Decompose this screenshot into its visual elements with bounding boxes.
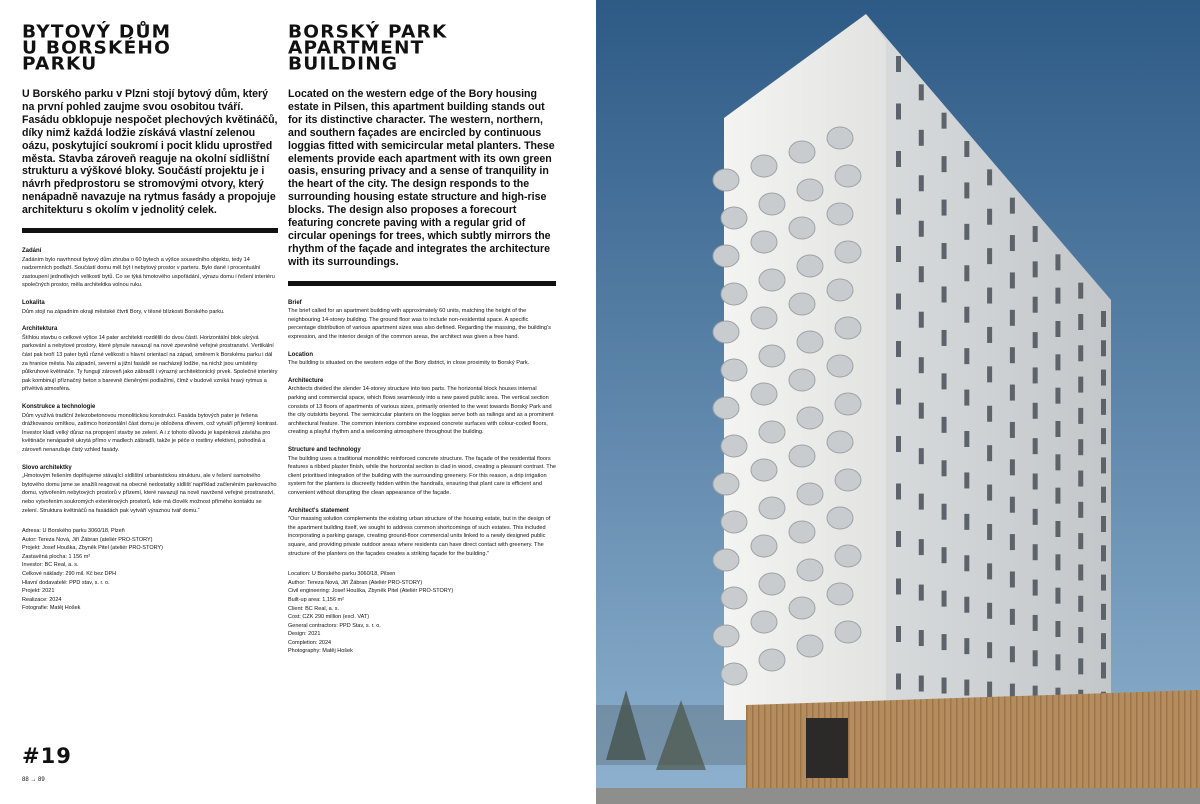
window (1010, 571, 1015, 587)
english-title (288, 24, 556, 79)
section-heading: Lokalita (22, 300, 45, 307)
window (1078, 502, 1083, 518)
window (964, 265, 969, 281)
section-text: Štíhlou stavbu o celkové výšce 14 pater architekti rozdělili do dvou částí. Horizontální blok ukrývá parkování a nebytové prostory, které plynule navazují na nové zpevněné veřejné prostranství. Vertikální část pak tvoří 13 pater bytů různé velikosti s hlavní orientací na západ, směrem k Borskému parku i dál za hranice města. Na západní, severní a jižní fasádě se nacházejí lodžie, na nichž jsou umístěny půlkruhové květináče. Ty fungují zároveň jako zábradlí i výrazný architektonický prvek. Společné interiéry pak kombinují příznačný beton s barevně členěnými podlažími, čímž v budově vzniká hravý rytmus a přívětivá atmosféra. (22, 334, 278, 393)
planter (797, 255, 823, 277)
english-title-line: APARTMENT (288, 38, 425, 59)
window (1010, 609, 1015, 625)
window (1055, 321, 1060, 337)
planter (751, 459, 777, 481)
planter (827, 431, 853, 453)
project-number: #19 (22, 744, 72, 768)
window (1033, 367, 1038, 383)
entrance-door (806, 718, 848, 778)
planter (797, 559, 823, 581)
section-text: Architects divided the slender 14-storey structure into two parts. The horizontal block houses internal parking and commercial space, which flows seamlessly into a new paved public area. The vertical section consists of 13 floors of apartments of various sizes, primarily oriented to the west towards Borský Park and the city outskirts beyond. The semicircular planters on the loggias serve both as railings and as a prominent architectural feature. The common interiors combine exposed concrete surfaces with colour-coded floors, creating a playful rhythm and a welcoming atmosphere throughout the building. (288, 386, 554, 436)
window (1010, 422, 1015, 438)
info-line: Projekt: Josef Houška, Zbyněk Pitel (ateliér PRO-STORY) (22, 545, 164, 552)
page-folio: 88 → 89 (22, 777, 45, 783)
window (1078, 596, 1083, 612)
window (896, 436, 901, 452)
czech-lead: U Borského parku v Plzni stojí bytový dům, který na první pohled zaujme svou osobitou tváří. Fasádu obklopuje nespočet plechových květináčů, díky nimž každá lodžie získává vlastní zelenou oázu, poskytující soukromí i pocit klidu uprostřed města. Stavba zároveň reaguje na okolní sídlištní strukturu a výškové bloky. Součástí projektu je i návrh předprostoru se stromovými otvory, který nenápadně navazuje na rytmus fasády a propojuje architekturu s okolím v jednolitý celek. (22, 88, 278, 217)
window (1055, 288, 1060, 304)
section-text: The building uses a traditional monolithic reinforced concrete structure. The façade of the residential floors features a ribbed plaster finish, while the horizontal section is clad in wood, creating a pleasant contrast. The client prioritised integration of the building with the surrounding greenery. For this reason, a drip irrigation system for the planters is discreetly hidden within the handrails, ensuring that plant care is efficient and convenient without disrupting the clean appearance of the façade. (288, 455, 556, 496)
info-line: Built-up area: 1,156 m² (288, 596, 344, 603)
planter (721, 207, 747, 229)
window (1033, 650, 1038, 666)
window (987, 406, 992, 422)
planter (835, 393, 861, 415)
window (964, 431, 969, 447)
window (919, 494, 924, 510)
czech-column (22, 24, 278, 613)
section-text: „Hmotovým řešením doplňujeme stávající sídlištní urbanistickou strukturu, ale v řešení samotného bytového domu jsme se snažili reagovat na obecné nedostatky sídlišť například začleněním parkovacího domu, vytvořením nebytových prostorů v přízemí, které navazují na nově navržené veřejné prostranství, nebo vytvořením soukromých exteriérových prostorů, kde má člověk možnost přímého kontaktu se zelení. Struktura květináčů na fasádách pak vytváří výraznou tvář domu.“ (22, 473, 277, 514)
window (1010, 497, 1015, 513)
planter (751, 535, 777, 557)
planter (789, 369, 815, 391)
window (964, 182, 969, 198)
window (896, 389, 901, 405)
info-line: Celkové náklady: 290 mil. Kč bez DPH (22, 571, 117, 578)
section-text: Dům využívá tradiční železobetonovou monolitickou konstrukci. Fasáda bytových pater je řešena drážkovanou omítkou, zatímco horizontální část domu je obložena dřevem, což vytváří příjemný kontrast. Investor kladl velký důraz na propojení stavby se zelení. A i z tohoto důvodu je kapénková závlaha pro květináče nenápadně ukrytá přímo v madlech zábradlí, takže je péče o rostliny efektivní, pohodlná a zároveň nenarušuje čistý vzhled fasády. (22, 412, 278, 453)
planter (789, 597, 815, 619)
window (942, 156, 947, 172)
window (1055, 354, 1060, 370)
section-heading: Structure and technology (288, 447, 361, 453)
planter (713, 321, 739, 343)
window (987, 288, 992, 304)
window (964, 472, 969, 488)
window (1101, 340, 1106, 356)
window (964, 555, 969, 571)
planter (759, 573, 785, 595)
window (1033, 615, 1038, 631)
window (987, 248, 992, 264)
window (1078, 283, 1083, 299)
section-heading: Architektura (22, 326, 58, 333)
english-lead: Located on the western edge of the Bory housing estate in Pilsen, this apartment building stands out for its distinctive character. The western, northern, and southern façades are encircled by continuous loggias fitted with semicircular metal planters. These elements provide each apartment with its own green oasis, ensuring privacy and a sense of tranquility in the heart of the city. The design responds to the surrounding housing estate structure and high-rise blocks. The design also proposes a forecourt featuring concrete paving with a regular grid of circular openings for trees, which subtly mirrors the rhythm of the façade and integrates the architecture with its surroundings. (288, 88, 555, 268)
window (942, 417, 947, 433)
window (942, 591, 947, 607)
window (1033, 580, 1038, 596)
window (896, 294, 901, 310)
english-section-architecture (288, 377, 556, 437)
window (1101, 516, 1106, 532)
window (964, 390, 969, 406)
apartment-building-illustration (596, 0, 1200, 804)
section-heading: Location (288, 351, 313, 358)
window (964, 680, 969, 696)
planter (751, 383, 777, 405)
window (896, 531, 901, 547)
info-line: Cost: CZK 290 million (excl. VAT) (288, 614, 370, 621)
window (1078, 533, 1083, 549)
window (1078, 471, 1083, 487)
czech-section-structure (22, 403, 278, 455)
window (987, 603, 992, 619)
window (987, 327, 992, 343)
window (1055, 554, 1060, 570)
czech-section-location (22, 299, 278, 316)
window (1055, 521, 1060, 537)
window (942, 460, 947, 476)
planter (827, 355, 853, 377)
window (1033, 226, 1038, 242)
window (919, 630, 924, 646)
window (919, 539, 924, 555)
section-text: "Our massing solution complements the existing urban structure of the housing estate, but in the design of the apartment building itself, we sought to address common shortcomings of such estates. This included incorporating a parking garage, creating ground-floor commercial units linked to a newly designed public square, and providing private outdoor areas where residents can have direct contact with greenery. The structure of the planters on the façades creates a striking façade for the building." (288, 516, 551, 557)
window (896, 579, 901, 595)
planter (713, 473, 739, 495)
planter (721, 359, 747, 381)
planter (759, 421, 785, 443)
info-line: Client: BC Real, a. s. (288, 605, 340, 612)
english-section-structure (288, 446, 556, 498)
czech-title-line: BYTOVÝ DŮM (22, 22, 172, 43)
window (1078, 408, 1083, 424)
planter (713, 245, 739, 267)
planter (713, 397, 739, 419)
window (987, 563, 992, 579)
window (896, 484, 901, 500)
window (896, 151, 901, 167)
window (942, 373, 947, 389)
window (987, 642, 992, 658)
window (942, 678, 947, 694)
window (987, 524, 992, 540)
window (919, 403, 924, 419)
window (896, 104, 901, 120)
planter (835, 165, 861, 187)
section-text: Dům stojí na západním okraji městské čtvrti Bory, v těsné blízkosti Borského parku. (22, 308, 225, 315)
planter (827, 507, 853, 529)
window (1101, 662, 1106, 678)
window (1010, 534, 1015, 550)
planter (721, 283, 747, 305)
window (919, 585, 924, 601)
window (942, 634, 947, 650)
english-title-line: BUILDING (288, 54, 399, 75)
planter (835, 469, 861, 491)
window (1101, 575, 1106, 591)
window (964, 141, 969, 157)
window (919, 130, 924, 146)
window (1055, 388, 1060, 404)
planter (751, 611, 777, 633)
info-line: Hlavní dodavatelé: PPD stav, s. r. o. (22, 579, 110, 586)
window (987, 682, 992, 698)
section-heading: Zadání (22, 248, 42, 255)
window (896, 626, 901, 642)
planter (759, 497, 785, 519)
window (987, 169, 992, 185)
planter (835, 621, 861, 643)
window (1010, 385, 1015, 401)
section-heading: Architecture (288, 377, 324, 384)
window (919, 221, 924, 237)
window (987, 445, 992, 461)
planter (751, 307, 777, 329)
window (1078, 314, 1083, 330)
window (1010, 235, 1015, 251)
czech-section-brief (22, 247, 278, 290)
window (1078, 564, 1083, 580)
window (1055, 654, 1060, 670)
window (919, 84, 924, 100)
window (896, 199, 901, 215)
window (1101, 399, 1106, 415)
planter (759, 269, 785, 291)
planter (789, 141, 815, 163)
planter (835, 241, 861, 263)
window (1033, 403, 1038, 419)
window (942, 113, 947, 129)
window (1078, 345, 1083, 361)
window (1010, 198, 1015, 214)
window (964, 638, 969, 654)
magazine-page-text (0, 0, 596, 804)
planter (827, 127, 853, 149)
window (987, 366, 992, 382)
info-line: Adresa: U Borského parku 3060/18, Plzeň (22, 528, 125, 535)
info-line: Location: U Borského parku 3060/18, Pilsen (288, 571, 396, 578)
english-project-info (288, 570, 556, 656)
planter (721, 587, 747, 609)
window (1101, 604, 1106, 620)
planter (797, 407, 823, 429)
planter (789, 445, 815, 467)
window (919, 312, 924, 328)
section-text: The brief called for an apartment building with approximately 60 units, matching the height of the neighbouring 14-storey building. The ground floor was to include non-residential space. A specific percentage distribution of various apartment sizes was also defined. Regarding the massing, the building's expression, and the interior design of the common areas, the architect was given a free hand. (288, 308, 551, 341)
planter (721, 663, 747, 685)
window (1101, 545, 1106, 561)
window (1055, 488, 1060, 504)
info-line: Realizace: 2024 (22, 596, 62, 603)
window (1078, 377, 1083, 393)
window (1101, 633, 1106, 649)
english-column (288, 24, 556, 656)
window (1010, 646, 1015, 662)
window (1055, 421, 1060, 437)
window (1010, 310, 1015, 326)
section-divider (288, 281, 556, 286)
info-line: General contractors: PPD Stav, s. r. o. (288, 622, 381, 629)
window (1033, 261, 1038, 277)
english-title-line: BORSKÝ PARK (288, 22, 448, 43)
window (1033, 474, 1038, 490)
window (1055, 588, 1060, 604)
building-photo (596, 0, 1200, 804)
planter (789, 217, 815, 239)
planter (713, 625, 739, 647)
section-divider (22, 228, 278, 233)
planter (827, 583, 853, 605)
window (919, 175, 924, 191)
planter (827, 203, 853, 225)
window (942, 330, 947, 346)
window (919, 448, 924, 464)
czech-section-architecture (22, 325, 278, 394)
info-line: Design: 2021 (288, 631, 321, 638)
planter (759, 649, 785, 671)
window (1101, 428, 1106, 444)
window (964, 224, 969, 240)
window (987, 485, 992, 501)
window (942, 547, 947, 563)
window (1033, 438, 1038, 454)
planter (789, 521, 815, 543)
planter (721, 435, 747, 457)
planter (721, 511, 747, 533)
planter (827, 279, 853, 301)
window (896, 341, 901, 357)
czech-project-info (22, 527, 278, 613)
info-line: Civil engineering: Josef Houška, Zbyněk Pitel (Ateliér PRO-STORY) (288, 588, 454, 595)
window (1055, 621, 1060, 637)
section-text: The building is situated on the western edge of the Bory district, in close proximity to Borský Park. (288, 360, 530, 367)
window (1033, 332, 1038, 348)
czech-title (22, 24, 278, 79)
window (942, 504, 947, 520)
english-section-statement (288, 507, 556, 559)
window (1101, 457, 1106, 473)
info-line: Autor: Tereza Nová, Jiří Žábran (ateliér PRO-STORY) (22, 536, 153, 543)
window (1010, 459, 1015, 475)
section-heading: Architect's statement (288, 507, 349, 514)
window (964, 597, 969, 613)
window (1010, 347, 1015, 363)
planter (797, 483, 823, 505)
window (1078, 627, 1083, 643)
planter (835, 317, 861, 339)
window (987, 209, 992, 225)
window (896, 674, 901, 690)
window (1055, 454, 1060, 470)
planter (835, 545, 861, 567)
window (1101, 487, 1106, 503)
window (942, 200, 947, 216)
english-section-location (288, 351, 556, 368)
planter (759, 193, 785, 215)
window (942, 286, 947, 302)
planter (713, 169, 739, 191)
window (964, 348, 969, 364)
info-line: Photography: Matěj Hošek (288, 648, 353, 655)
window (919, 676, 924, 692)
planter (797, 179, 823, 201)
planter (759, 345, 785, 367)
window (1078, 439, 1083, 455)
window (1101, 311, 1106, 327)
window (964, 307, 969, 323)
section-text: Zadáním bylo navrhnout bytový dům zhruba o 60 bytech a výšce sousedního objektu, tedy 14 nadzemních podlaží. Součástí domu měl být i nebytový prostor v parteru. Bylo dané i procentuální zastoupení jednotlivých velikostí bytů. Co se týká hmotového uspořádání, výrazu domu i řešení interiéru společných prostor, měla architektka volnou ruku. (22, 256, 275, 289)
info-line: Fotografie: Matěj Hošek (22, 605, 81, 612)
window (896, 246, 901, 262)
planter (751, 155, 777, 177)
planter (789, 293, 815, 315)
window (896, 56, 901, 72)
planter (797, 331, 823, 353)
info-line: Investor: BC Real, a. s. (22, 562, 79, 569)
info-line: Projekt: 2021 (22, 588, 55, 595)
planter (713, 549, 739, 571)
window (919, 357, 924, 373)
section-heading: Brief (288, 299, 302, 306)
window (1101, 370, 1106, 386)
info-line: Zastavěná plocha: 1 156 m² (22, 553, 91, 560)
section-heading: Konstrukce a technologie (22, 403, 96, 410)
window (1033, 509, 1038, 525)
czech-title-line: PARKU (22, 54, 98, 75)
section-heading: Slovo architektky (22, 464, 72, 471)
window (964, 514, 969, 530)
window (1078, 658, 1083, 674)
planter (751, 231, 777, 253)
czech-title-line: U BORSKÉHO (22, 38, 172, 59)
window (1010, 272, 1015, 288)
info-line: Completion: 2024 (288, 639, 332, 646)
english-section-brief (288, 299, 556, 342)
planter (797, 635, 823, 657)
window (1033, 544, 1038, 560)
info-line: Author: Tereza Nová, Jiří Žábran (Ateliér PRO-STORY) (288, 579, 423, 586)
window (919, 266, 924, 282)
window (942, 243, 947, 259)
ground (596, 788, 1200, 804)
window (1055, 254, 1060, 270)
czech-section-statement (22, 464, 278, 516)
window (1033, 297, 1038, 313)
